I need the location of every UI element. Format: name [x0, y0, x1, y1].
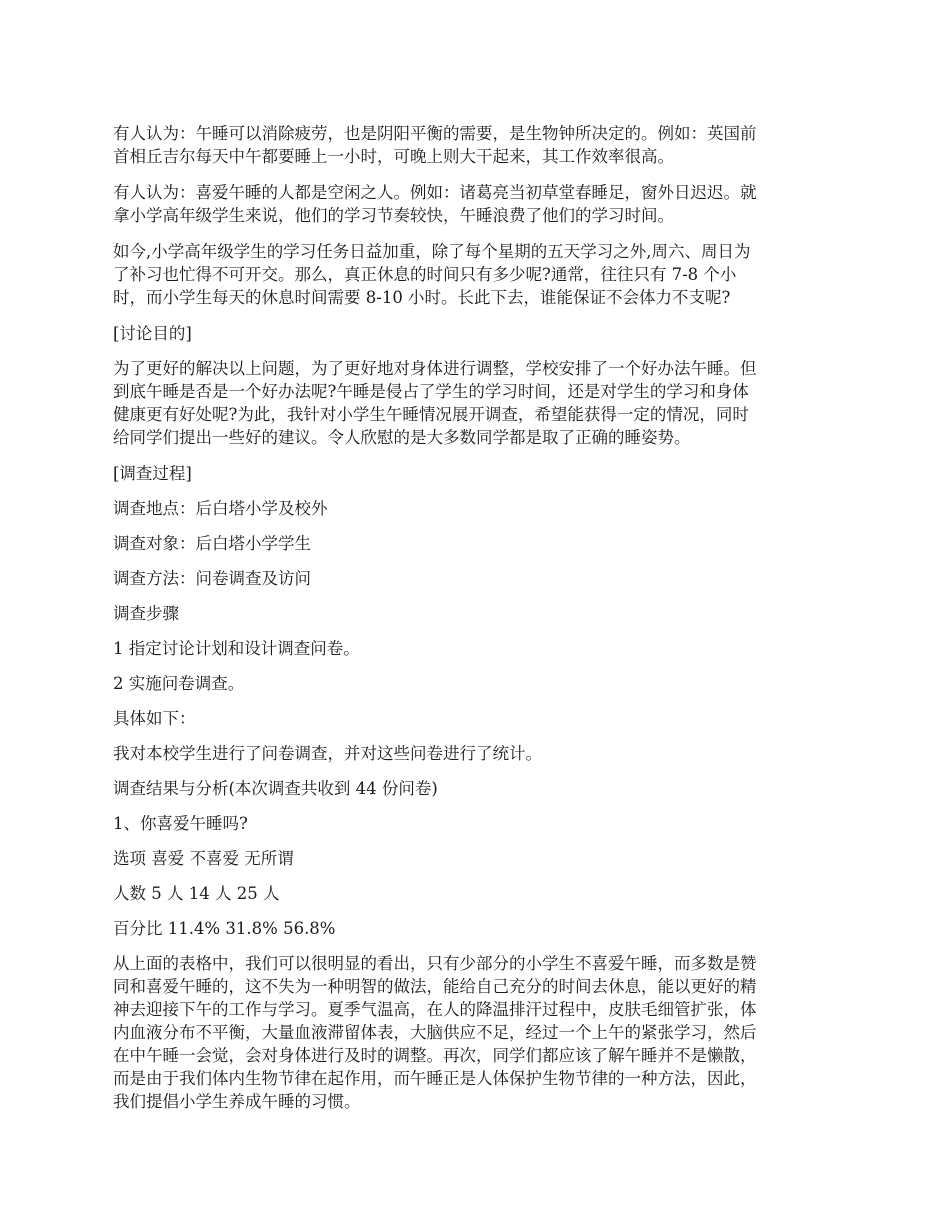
paragraph-analysis: 从上面的表格中，我们可以很明显的看出，只有少部分的小学生不喜爱午睡，而多数是赞 同和喜爱午睡的，这不失为一种明智的做法，能给自己充分的时间去休息，能以更好的精 神去迎接下午的工作与学习。夏季气温高，在人的降温排汗过程中，皮肤毛细管扩张，体 内血液分布不平衡，大量血液滞留体表，大脑供应不足，经过一个上午的紧张学习，然后 在中午睡一会觉，会对身体进行及时的调整。再次，同学们都应该了解午睡并不是懒散， 而是由于我们体内生物节律在起作用，而午睡正是人体保护生物节律的一种方法，因此， 我们提倡小学生养成午睡的习惯。	[113, 954, 757, 1111]
result-percent-row: 百分比 11.4% 31.8% 56.8%	[113, 919, 336, 938]
survey-step-1: 1 指定讨论计划和设计调查问卷。	[113, 639, 360, 658]
section-heading-purpose: [讨论目的]	[113, 324, 192, 343]
survey-statement: 我对本校学生进行了问卷调查，并对这些问卷进行了统计。	[113, 744, 542, 763]
result-options-row: 选项 喜爱 不喜爱 无所谓	[113, 849, 294, 868]
survey-steps-heading: 调查步骤	[113, 604, 179, 623]
details-label: 具体如下：	[113, 709, 196, 728]
question-1: 1、你喜爱午睡吗?	[113, 814, 248, 833]
paragraph-purpose: 为了更好的解决以上问题，为了更好地对身体进行调整，学校安排了一个好办法午睡。但 到底午睡是否是一个好办法呢?午睡是侵占了学生的学习时间，还是对学生的学习和身体 健康更有好处呢?为此，我针对小学生午睡情况展开调查，希望能获得一定的情况，同时 给同学们提出一些好的建议。令人欣慰的是大多数同学都是取了正确的睡姿势。	[113, 359, 757, 447]
paragraph-nap-benefits: 有人认为：午睡可以消除疲劳，也是阴阳平衡的需要，是生物钟所决定的。例如：英国前 首相丘吉尔每天中午都要睡上一小时，可晚上则大干起来，其工作效率很高。	[113, 124, 757, 166]
paragraph-nap-waste: 有人认为：喜爱午睡的人都是空闲之人。例如：诸葛亮当初草堂春睡足，窗外日迟迟。就 拿小学高年级学生来说，他们的学习节奏较快，午睡浪费了他们的学习时间。	[113, 183, 757, 225]
section-heading-process: [调查过程]	[113, 464, 192, 483]
document-body	[113, 122, 843, 1126]
results-heading: 调查结果与分析(本次调查共收到 44 份问卷)	[113, 779, 438, 798]
result-counts-row: 人数 5 人 14 人 25 人	[113, 884, 280, 903]
survey-location: 调查地点：后白塔小学及校外	[113, 499, 328, 518]
paragraph-study-pressure: 如今,小学高年级学生的学习任务日益加重，除了每个星期的五天学习之外,周六、周日为 了补习也忙得不可开交。那么，真正休息的时间只有多少呢?通常，往往只有 7-8 个小 时，而小学生每天的休息时间需要 8-10 小时。长此下去，谁能保证不会体力不支呢?	[113, 242, 751, 307]
survey-step-2: 2 实施问卷调查。	[113, 674, 245, 693]
survey-method: 调查方法：问卷调查及访问	[113, 569, 311, 588]
survey-subjects: 调查对象：后白塔小学学生	[113, 534, 311, 553]
